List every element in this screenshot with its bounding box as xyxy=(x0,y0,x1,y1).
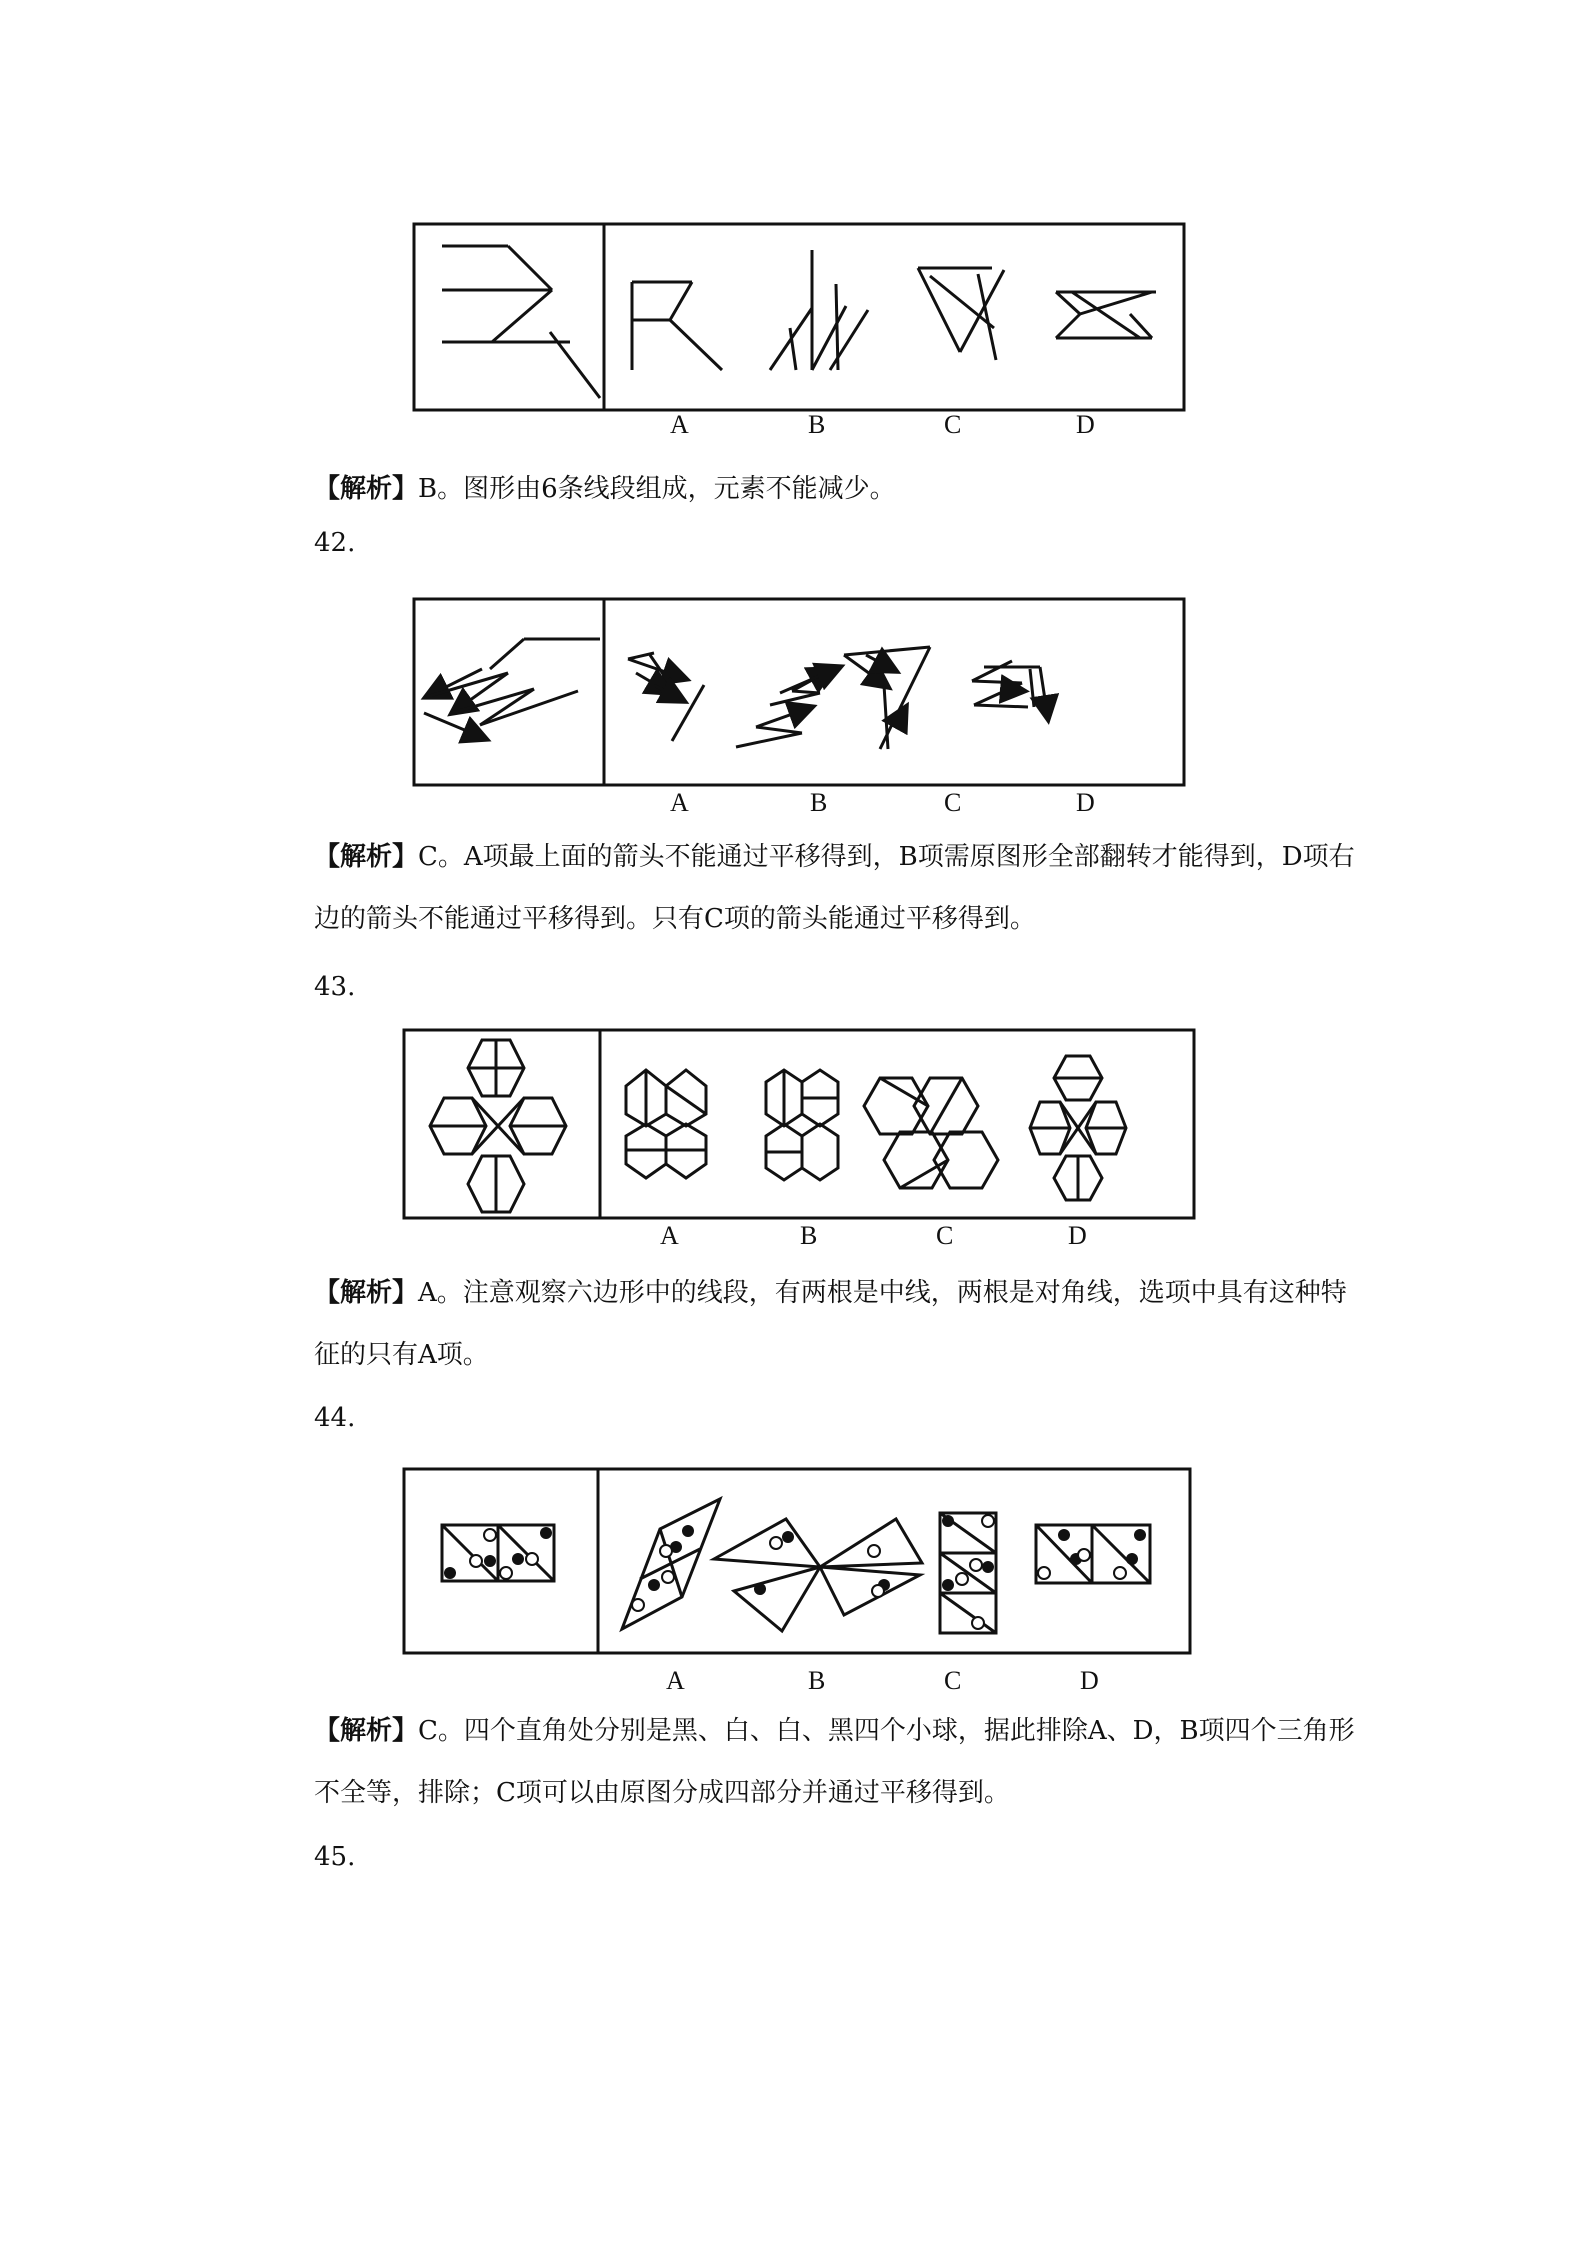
question-number-44: 44. xyxy=(314,1403,356,1433)
explanation-text: C。四个直角处分别是黑、白、白、黑四个小球，据此排除A、D，B项四个三角形不全等，排除；C项可以由原图分成四部分并通过平移得到。 xyxy=(314,1716,1355,1808)
explanation-q42 xyxy=(248,826,1358,950)
figure-frame xyxy=(414,224,1184,410)
option-a-figure xyxy=(628,653,704,741)
figure-q41 xyxy=(400,210,1200,440)
given-figure xyxy=(442,246,600,398)
question-number-43: 43. xyxy=(314,972,356,1002)
option-label-c: C xyxy=(944,788,962,815)
given-figure xyxy=(430,1040,566,1212)
option-label-a: A xyxy=(670,410,689,439)
explanation-q43 xyxy=(248,1262,1358,1386)
explanation-label: 【解析】 xyxy=(314,1716,419,1746)
option-label-b: B xyxy=(808,1666,826,1695)
option-label-c: C xyxy=(944,1666,962,1695)
option-label-d: D xyxy=(1076,788,1095,815)
option-c-figure xyxy=(940,1513,996,1633)
option-b-figure xyxy=(714,1519,922,1631)
explanation-q41 xyxy=(248,458,1358,520)
figure-q44 xyxy=(400,1455,1200,1695)
explanation-text: C。A项最上面的箭头不能通过平移得到，B项需原图形全部翻转才能得到，D项右边的箭头不能通过平移得到。只有C项的箭头能通过平移得到。 xyxy=(314,842,1355,934)
explanation-text: A。注意观察六边形中的线段，有两根是中线，两根是对角线，选项中具有这种特征的只有A项。 xyxy=(314,1278,1347,1370)
explanation-q44 xyxy=(248,1700,1358,1824)
explanation-label: 【解析】 xyxy=(314,842,419,872)
option-c-figure xyxy=(844,647,930,749)
option-label-d: D xyxy=(1076,410,1095,439)
option-d-figure xyxy=(972,661,1048,719)
option-label-c: C xyxy=(944,410,962,439)
option-b-figure xyxy=(736,667,840,747)
option-b-figure xyxy=(770,250,868,370)
explanation-label: 【解析】 xyxy=(314,474,419,504)
given-figure xyxy=(424,639,600,739)
explanation-text: B。图形由6条线段组成，元素不能减少。 xyxy=(418,474,896,504)
explanation-label: 【解析】 xyxy=(314,1278,419,1308)
option-label-d: D xyxy=(1080,1666,1099,1695)
option-label-b: B xyxy=(808,410,826,439)
figure-q42 xyxy=(400,575,1200,815)
question-number-42: 42. xyxy=(314,528,356,558)
option-label-c: C xyxy=(936,1221,954,1248)
question-number-45: 45. xyxy=(314,1842,356,1872)
option-label-b: B xyxy=(810,788,828,815)
option-a-figure xyxy=(626,1070,706,1178)
option-d-figure xyxy=(1030,1056,1126,1200)
option-d-figure xyxy=(1056,292,1156,338)
option-label-a: A xyxy=(666,1666,685,1695)
option-c-figure xyxy=(864,1078,998,1188)
option-c-figure xyxy=(918,268,1004,360)
option-label-b: B xyxy=(800,1221,818,1248)
option-label-d: D xyxy=(1068,1221,1087,1248)
option-b-figure xyxy=(766,1070,838,1180)
option-label-a: A xyxy=(670,788,689,815)
option-label-a: A xyxy=(660,1221,679,1248)
given-figure xyxy=(442,1525,554,1581)
figure-q43 xyxy=(390,1018,1200,1248)
option-a-figure xyxy=(632,282,722,370)
